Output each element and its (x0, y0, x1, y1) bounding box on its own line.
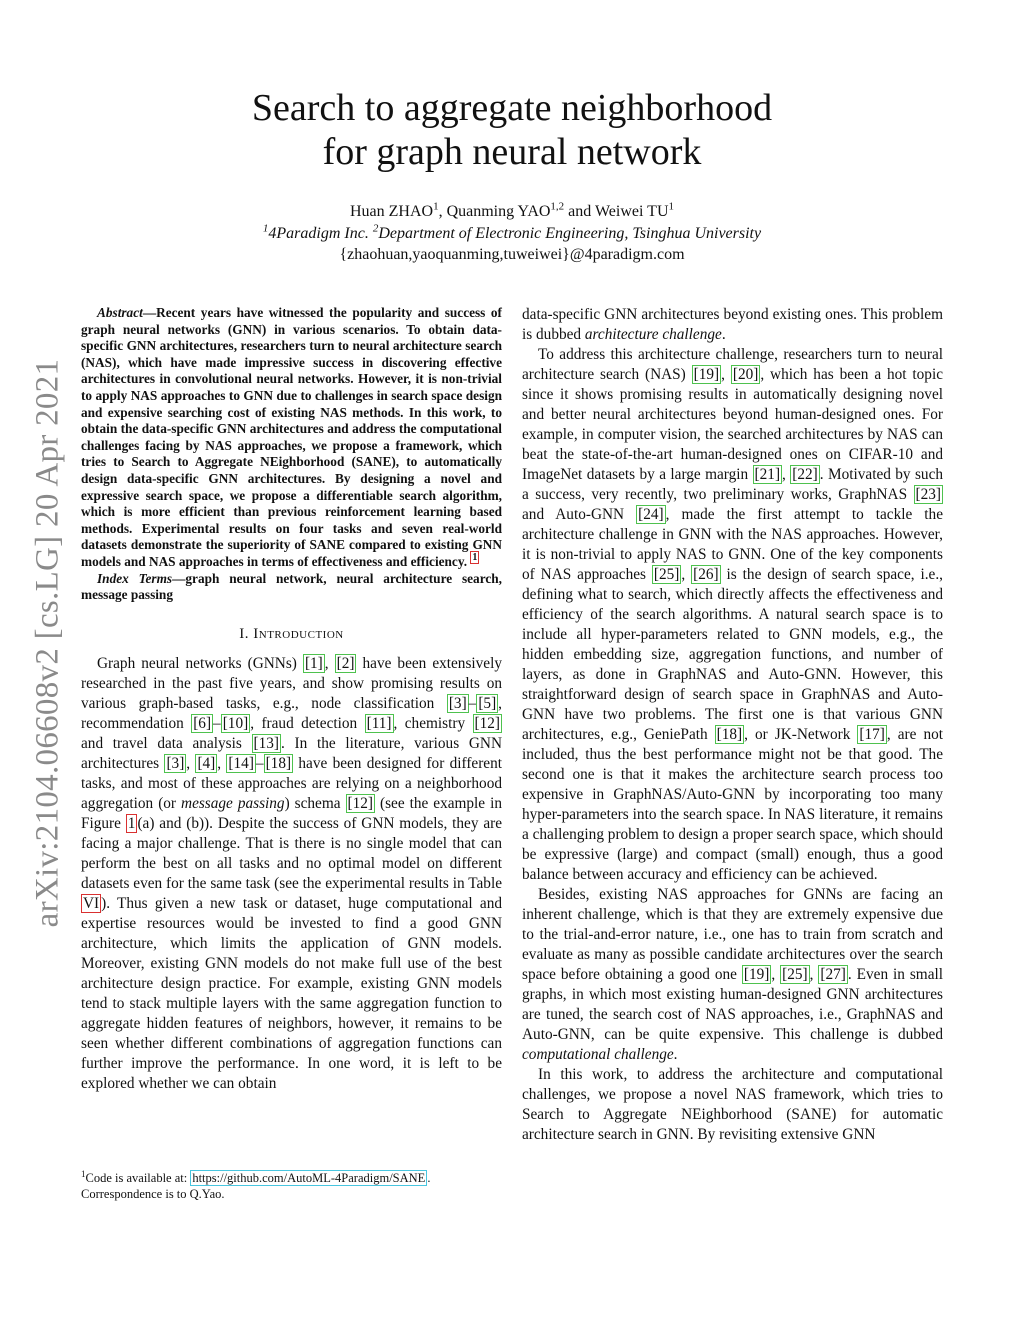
text: , made the first attempt to tackle the architecture challenge in GNN with the NAS approaches. However, it is non-trivial to apply NAS to GNN. One of the key components of NAS approaches (522, 506, 943, 583)
citation-link[interactable]: [1] (304, 654, 323, 672)
text: . (673, 1046, 678, 1063)
author-affil-sup: 1,2 (550, 200, 565, 213)
citation-link[interactable]: [25] (653, 566, 680, 583)
citation-link[interactable]: [3] (448, 694, 467, 712)
citation-link[interactable]: [25] (782, 966, 808, 983)
text: , or JK-Network (744, 726, 858, 743)
text: In this work, to address the architecture and computational challenges, we propose a novel NAS framework, which tries to Search to Aggregate NEighborhood (SANE) for automatic architecture search in GNN. By revisiting extensive GNN (522, 1066, 943, 1143)
affiliations (0, 222, 1024, 243)
index-terms-body: —graph neural network, neural architecture search, message passing (81, 570, 502, 603)
arxiv-id: arXiv:2104.06608v2 [cs.LG] 20 Apr 2021 (29, 358, 66, 928)
text: . Motivated by such a success, very recently, two preliminary works, GraphNAS (522, 466, 944, 503)
citation-link[interactable]: [24] (638, 506, 664, 523)
citation-link[interactable]: [13] (253, 734, 279, 752)
citation-link[interactable]: [14] (228, 754, 254, 772)
citation-link[interactable]: [19] (743, 966, 770, 983)
index-terms-label: Index Terms (97, 570, 173, 586)
emphasis: architecture challenge (584, 326, 722, 343)
text: – (468, 694, 477, 712)
text: , (681, 566, 692, 583)
author-name: Quanming YAO (446, 203, 551, 220)
body-paragraph (522, 885, 943, 1065)
text: – (255, 754, 264, 772)
correspondence-note: Correspondence is to Q.Yao. (81, 1187, 225, 1201)
paper-title-line-1: Search to aggregate neighborhood (251, 87, 773, 129)
text: To address this architecture challenge, researchers turn to neural architecture search (NAS) (522, 346, 943, 383)
arxiv-sidebar (26, 338, 70, 948)
right-column (522, 305, 943, 1145)
footnote-prefix: Code is available at: (85, 1171, 191, 1185)
text: , (217, 754, 227, 772)
text: , (721, 366, 731, 383)
paper-title-line-2: for graph neural network (322, 131, 702, 173)
citation-link[interactable]: [4] (197, 754, 216, 772)
text: , (324, 654, 335, 672)
author-name: Huan ZHAO (349, 203, 434, 220)
text: have been designed for different tasks, and most of these approaches are relying on a neighborhood aggregation (or (81, 754, 502, 812)
text: ) schema (284, 794, 346, 812)
text: – (213, 714, 221, 732)
affil-sup: 1 (262, 222, 269, 235)
citation-link[interactable]: [18] (716, 726, 743, 743)
footnote-suffix: . (427, 1171, 431, 1185)
abstract (81, 305, 502, 571)
text: , are not included, thus the best performance might not be that good. The second one is that it makes the architecture search process too expensive in GraphNAS/Auto-GNN by incorporating too many hyper-parameters into the search space. In NAS literature, it remains a challenging problem to design a proper search space, which should be expressive (large) and compact (small) enough, thus a good balance between accuracy and efficiency can be achieved. (522, 726, 943, 883)
footnote-number: 1 (81, 1168, 86, 1179)
citation-link[interactable]: [11] (366, 714, 392, 732)
author-list (0, 200, 1024, 221)
intro-paragraph (81, 654, 502, 1094)
body-paragraph (522, 1065, 943, 1145)
author-affil-sup: 1 (433, 200, 439, 213)
text: , fraud detection (250, 714, 365, 732)
abstract-body: —Recent years have witnessed the popularity and success of graph neural networks (GNN) in various scenarios. To obtain data-specific GNN architectures, researchers turn to neural architecture search (NAS), which have made impressive success in discovering effective architectures in convolutional neural networks. However, it is non-trivial to apply NAS approaches to GNN due to challenges in search space design and expensive searching cost of existing NAS methods. In this work, to obtain the data-specific GNN architectures and address the computational challenges facing by NAS approaches, we propose a framework, which tries to Search to Aggregate NEighborhood (SANE), to automatically design data-specific GNN architectures. By designing a novel and expressive search space, we propose a differentiable search algorithm, which is more efficient than previous reinforcement learning based methods. Experimental results on four tasks and seven real-world datasets demonstrate the superiority of SANE compared to existing GNN models and NAS approaches in terms of effectiveness and efficiency. (81, 305, 502, 569)
text: , which has been a hot topic since it shows promising results in automatically designing novel and better neural architectures beyond human-designed ones. For example, in computer vision, the searched architectures by NAS can beat the state-of-the-art human-designed ones on CIFAR-10 and ImageNet datasets by a large margin (522, 366, 943, 483)
citation-link[interactable]: [12] (474, 714, 500, 732)
citation-link[interactable]: [22] (792, 466, 818, 483)
citation-link[interactable]: [5] (478, 694, 497, 712)
citation-link[interactable]: [18] (265, 754, 292, 772)
citation-link[interactable]: [26] (693, 566, 719, 583)
text: and Auto-GNN (522, 506, 637, 523)
figure-ref-link[interactable]: 1 (127, 814, 136, 832)
citation-link[interactable]: [3] (166, 754, 185, 772)
citation-link[interactable]: [6] (193, 714, 212, 732)
affiliation-2: Department of Electronic Engineering, Tsinghua University (378, 225, 762, 242)
text: . Even in small graphs, in which most existing human-designed GNN architectures are tuned, the search cost of NAS approaches, i.e., GraphNAS and Auto-GNN, can be quite expensive. This challenge is dubbed (522, 966, 943, 1043)
citation-link[interactable]: [19] (693, 366, 720, 383)
citation-link[interactable]: [21] (754, 466, 781, 483)
index-terms (81, 571, 502, 604)
emphasis: message passing (181, 794, 285, 812)
citation-link[interactable]: [12] (347, 794, 374, 812)
author-name: Weiwei TU (594, 203, 669, 220)
footnote-link[interactable]: 1 (472, 552, 478, 564)
text: . In the literature, various GNN architectures (81, 734, 502, 772)
left-column (81, 305, 502, 1094)
text: , (186, 754, 196, 772)
text: have been extensively researched in the past five years, and show promising results on various graph-based tasks, e.g., node classification (81, 654, 502, 712)
text: , chemistry (393, 714, 473, 732)
text: , recommendation (81, 694, 502, 732)
body-paragraph (522, 305, 943, 345)
code-url-link[interactable]: https://github.com/AutoML-4Paradigm/SANE (192, 1171, 426, 1185)
author-affil-sup: 1 (668, 200, 674, 213)
author-emails: {zhaohuan,yaoquanming,tuweiwei}@4paradigm.com (339, 246, 685, 263)
text: is the design of search space, i.e., defining what to search, which directly affects the effectiveness and efficiency of the search algorithms. A natural search space is to include all hyper-parameters related to GNN models, e.g., the hidden embedding size, aggregation functions, and number of layers, as done in GraphNAS and Auto-GNN. However, this straightforward design of search space in GraphNAS and Auto-GNN have two problems. The first one is that various GNN architectures, e.g., GeniePath (522, 566, 943, 743)
text: Besides, existing NAS approaches for GNNs are facing an inherent challenge, which is that they are extremely expensive due to the trial-and-error nature, i.e., one has to train from scratch and evaluate as many as possible candidate architectures over the search space before obtaining a good one (522, 886, 943, 983)
table-ref-link[interactable]: VI (83, 894, 100, 912)
text: Graph neural networks (GNNs) (97, 654, 303, 672)
text: , (809, 966, 819, 983)
citation-link[interactable]: [17] (859, 726, 885, 743)
citation-link[interactable]: [20] (732, 366, 759, 383)
affiliation-1: 4Paradigm Inc. (268, 225, 373, 242)
affil-sup: 2 (372, 222, 379, 235)
emphasis: computational challenge (522, 1046, 674, 1063)
abstract-label: Abstract (97, 305, 143, 320)
text: , (782, 466, 791, 483)
text: and travel data analysis (81, 734, 252, 752)
text: data-specific GNN architectures beyond existing ones. This problem is dubbed (522, 306, 943, 343)
body-paragraph (522, 345, 943, 885)
author-separator: , (438, 203, 447, 220)
section-heading-introduction: I. Introduction (239, 625, 344, 642)
text: . (721, 326, 726, 343)
footnote (81, 1170, 502, 1202)
text: ). Thus given a new task or dataset, huge computational and expertise resources would be invested to find a good GNN architecture, which limits the application of GNN models. Moreover, existing GNN models do not make full use of the best architecture design practice. For example, existing GNN models tend to stack multiple layers with the same aggregation function to aggregate hidden features of neighbors, however, it remains to be seen whether different combinations of aggregation functions can further improve the performance. In one word, it is left to be explored whether we can obtain (81, 894, 502, 1092)
citation-link[interactable]: [27] (820, 966, 846, 983)
text: (see the example in Figure (81, 794, 502, 832)
text: , (771, 966, 781, 983)
citation-link[interactable]: [10] (222, 714, 249, 732)
footnote-line (81, 1170, 502, 1186)
citation-link[interactable]: [2] (336, 654, 355, 672)
citation-link[interactable]: [23] (915, 486, 941, 503)
text: (a) and (b)). Despite the success of GNN models, they are facing a major challenge. That is there is no single model that can perform the best on all tasks and no optimal model on different datasets even for the same task (see the experimental results in Table (81, 814, 502, 892)
author-conjunction: and (564, 203, 595, 220)
